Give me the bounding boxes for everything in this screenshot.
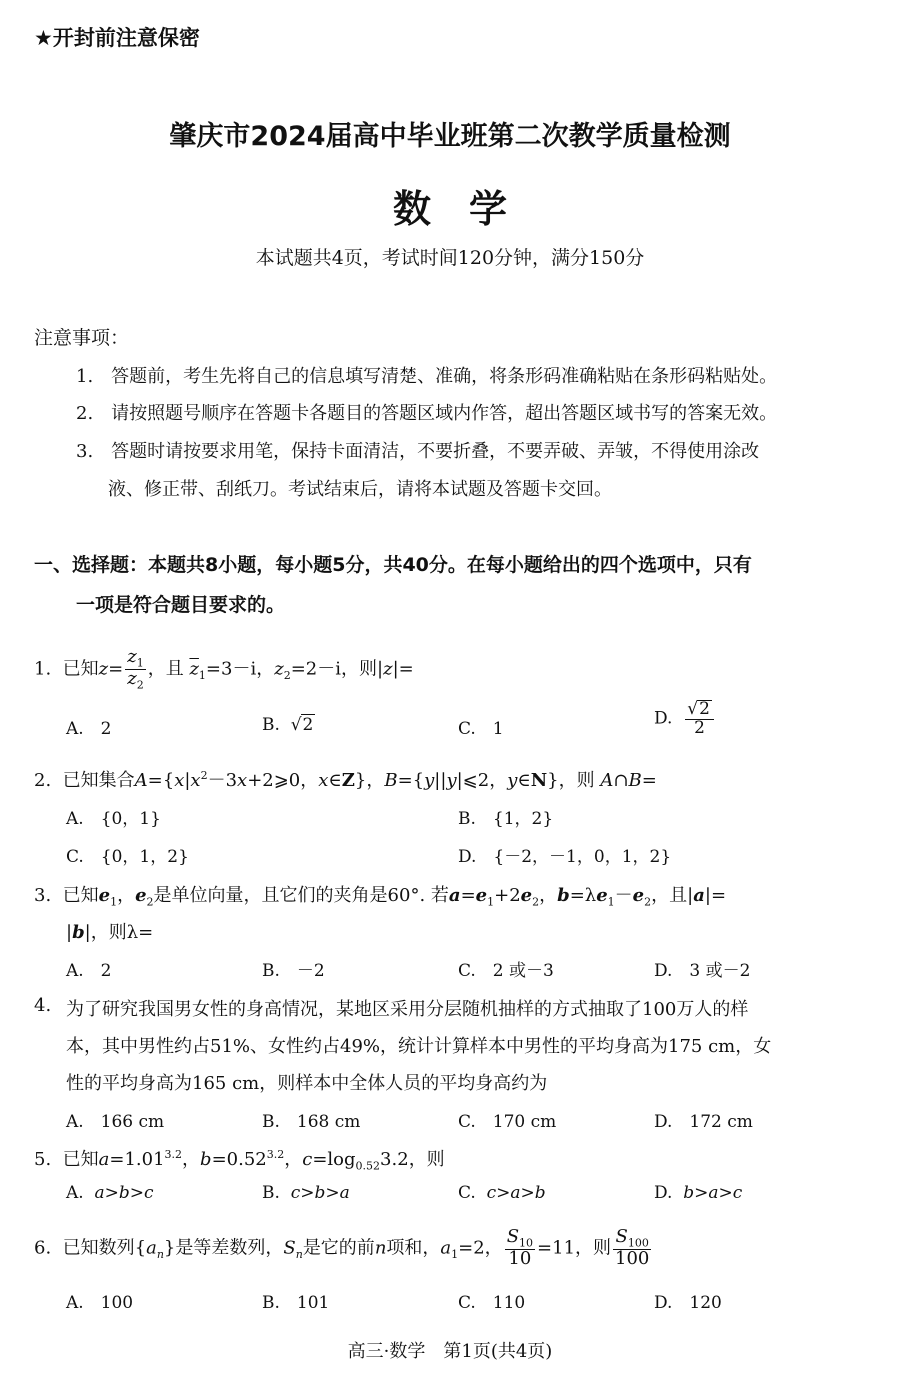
q6-option-c: C. 110 [458, 1293, 526, 1313]
q2-option-b: B. {1，2} [458, 809, 554, 829]
q1-option-c: C. 1 [458, 719, 504, 739]
q3-number: 3. [34, 885, 52, 906]
q2-option-d: D. {－2，－1，0，1，2} [458, 847, 672, 867]
q1-number: 1. [34, 658, 52, 680]
q5-option-b: B. c>b>a [262, 1183, 350, 1203]
q3-option-b: B. －2 [262, 961, 325, 981]
note-item-2: 2. 请按照题号顺序在答题卡各题目的答题区域内作答，超出答题区域书写的答案无效。 [76, 403, 778, 424]
q2-option-a: A. {0，1} [66, 809, 161, 829]
q4-option-a: A. 166 cm [66, 1112, 165, 1132]
q5-number: 5. [34, 1149, 52, 1170]
page-footer: 高三·数学 第1页(共4页) [347, 1341, 553, 1362]
question-4-line-1: 为了研究我国男女性的身高情况，某地区采用分层随机抽样的方式抽取了100万人的样 [66, 999, 749, 1020]
q2-option-c: C. {0，1，2} [66, 847, 189, 867]
q4-option-d: D. 172 cm [654, 1112, 753, 1132]
q3-option-d: D. 3 或－2 [654, 961, 751, 981]
note-item-3: 3. 答题时请按要求用笔，保持卡面清洁，不要折叠，不要弄破、弄皱，不得使用涂改 [76, 441, 760, 462]
q1-option-b: B. √2 [262, 715, 314, 735]
q4-option-c: C. 170 cm [458, 1112, 557, 1132]
section-heading: 一、选择题：本题共8小题，每小题5分，共40分。在每小题给出的四个选项中，只有 [34, 554, 752, 576]
question-4-line-3: 性的平均身高为165 cm，则样本中全体人员的平均身高约为 [66, 1073, 548, 1094]
q3-option-c: C. 2 或－3 [458, 961, 554, 981]
question-3-cont: |b|，则λ= [66, 922, 154, 943]
note-item-3-cont: 液、修正带、刮纸刀。考试结束后，请将本试题及答题卡交回。 [108, 479, 612, 500]
question-5: 5. 已知$a=1.01^{3.2}$，$b=0.52^{3.2}$，$c=\log_{0.52}3.2$，则 [34, 1148, 445, 1173]
question-4-number: 4. [34, 995, 52, 1016]
section-heading-cont: 一项是符合题目要求的。 [76, 594, 286, 616]
q6-option-d: D. 120 [654, 1293, 722, 1313]
q5-option-c: C. c>a>b [458, 1183, 546, 1203]
exam-title: 肇庆市2024届高中毕业班第二次教学质量检测 [169, 121, 731, 152]
q3-option-a: A. 2 [66, 961, 112, 981]
q6-number: 6. [34, 1237, 52, 1259]
q4-option-b: B. 168 cm [262, 1112, 361, 1132]
q1-option-a: A. 2 [66, 719, 112, 739]
q6-option-b: B. 101 [262, 1293, 330, 1313]
q2-number: 2. [34, 770, 52, 791]
q6-option-a: A. 100 [66, 1293, 134, 1313]
notes-heading: 注意事项： [34, 327, 130, 349]
confidential-notice: ★开封前注意保密 [34, 26, 200, 50]
q5-option-a: A. a>b>c [66, 1183, 154, 1203]
question-6: 6. 已知数列$\{a_n\}$是等差数列，$S_n$是它的前n项和，$a_1=2$， $\frac{S_{10}}{10}$ =11，则 $\frac{S_{100}}{100}$ [34, 1226, 650, 1270]
exam-info: 本试题共4页，考试时间120分钟，满分150分 [255, 247, 645, 269]
question-1: 1. 已知z= $\frac{z_1}{z_2}$ ，且 $\overline{z}_1=3-i$，$z_2=2-i$，则|z|= [34, 646, 414, 692]
q5-option-d: D. b>a>c [654, 1183, 743, 1203]
note-item-1: 1. 答题前，考生先将自己的信息填写清楚、准确，将条形码准确粘贴在条形码粘贴处。 [76, 366, 778, 387]
question-3: 3. 已知$e_1$，$e_2$是单位向量，且它们的夹角是60°. 若$a=e_1+2e_2$，$b=\lambda e_1-e_2$，且|a|= [34, 885, 727, 909]
q1-option-d: D. $\frac{√2}{2}$ [654, 700, 716, 738]
subject-title: 数 学 [392, 187, 507, 231]
question-4-line-2: 本，其中男性约占51%、女性约占49%，统计计算样本中男性的平均身高为175 cm，女 [66, 1036, 772, 1057]
question-2: 2. 已知集合$A=\{x|x^2-3x+2⩾0$，x∈Z}，B={y||y|⩽2，y∈N}，则 A∩B= [34, 769, 657, 791]
